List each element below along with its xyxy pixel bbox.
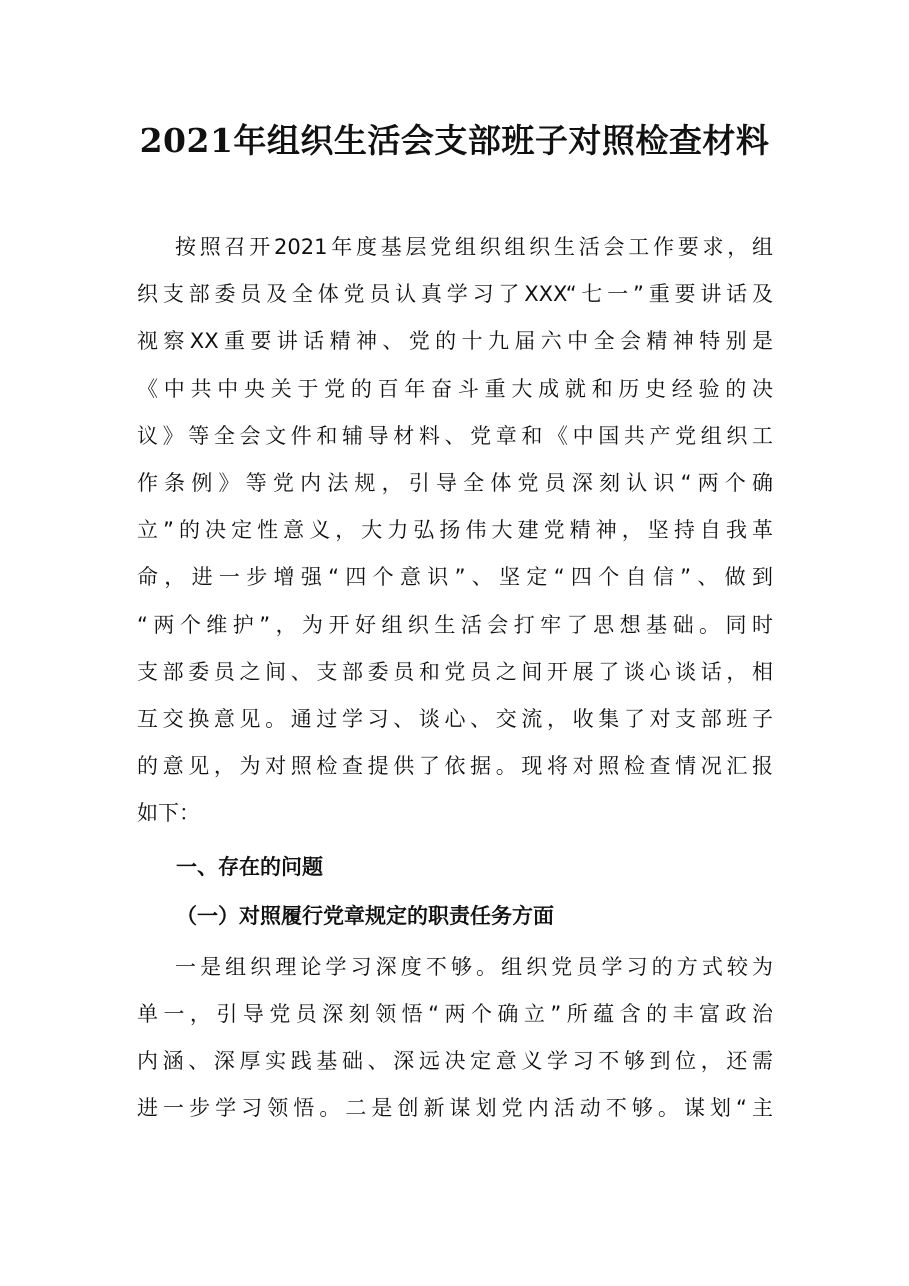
paragraph-line: 视察XX重要讲话精神、党的十九届六中全会精神特别是 <box>137 329 773 354</box>
paragraph-line: “两个维护”，为开好组织生活会打牢了思想基础。同时 <box>137 612 773 637</box>
intro-paragraph <box>137 224 773 838</box>
paragraph-line: 进一步学习领悟。二是创新谋划党内活动不够。谋划“主 <box>137 1096 773 1120</box>
paragraph-line: 议》等全会文件和辅导材料、党章和《中国共产党组织工 <box>137 423 773 448</box>
paragraph-line: 命，进一步增强“四个意识”、坚定“四个自信”、做到 <box>137 565 773 590</box>
paragraph-line: 作条例》等党内法规，引导全体党员深刻认识“两个确 <box>137 471 773 496</box>
paragraph-line: 如下： <box>137 801 200 826</box>
document-title: 2021年组织生活会支部班子对照检查材料 <box>139 121 770 160</box>
paragraph-line: 的意见，为对照检查提供了依据。现将对照检查情况汇报 <box>137 754 773 779</box>
paragraph-line: 《中共中央关于党的百年奋斗重大成就和历史经验的决 <box>137 376 773 401</box>
paragraph-line: 立”的决定性意义，大力弘扬伟大建党精神，坚持自我革 <box>137 518 773 543</box>
paragraph-line: 支部委员之间、支部委员和党员之间开展了谈心谈话，相 <box>137 659 773 684</box>
paragraph-line: 单一，引导党员深刻领悟“两个确立”所蕴含的丰富政治 <box>137 1002 773 1026</box>
paragraph-line: 互交换意见。通过学习、谈心、交流，收集了对支部班子 <box>137 707 773 732</box>
paragraph-line: 内涵、深厚实践基础、深远决定意义学习不够到位，还需 <box>137 1049 773 1073</box>
paragraph-line: 一是组织理论学习深度不够。组织党员学习的方式较为 <box>175 955 773 979</box>
section-paragraph <box>137 944 773 1132</box>
subsection-heading: （一）对照履行党章规定的职责任务方面 <box>176 904 554 928</box>
section-heading: 一、存在的问题 <box>176 855 323 879</box>
paragraph-line: 按照召开2021年度基层党组织组织生活会工作要求，组 <box>175 235 773 259</box>
paragraph-line: 织支部委员及全体党员认真学习了XXX“七一”重要讲话及 <box>137 282 773 307</box>
